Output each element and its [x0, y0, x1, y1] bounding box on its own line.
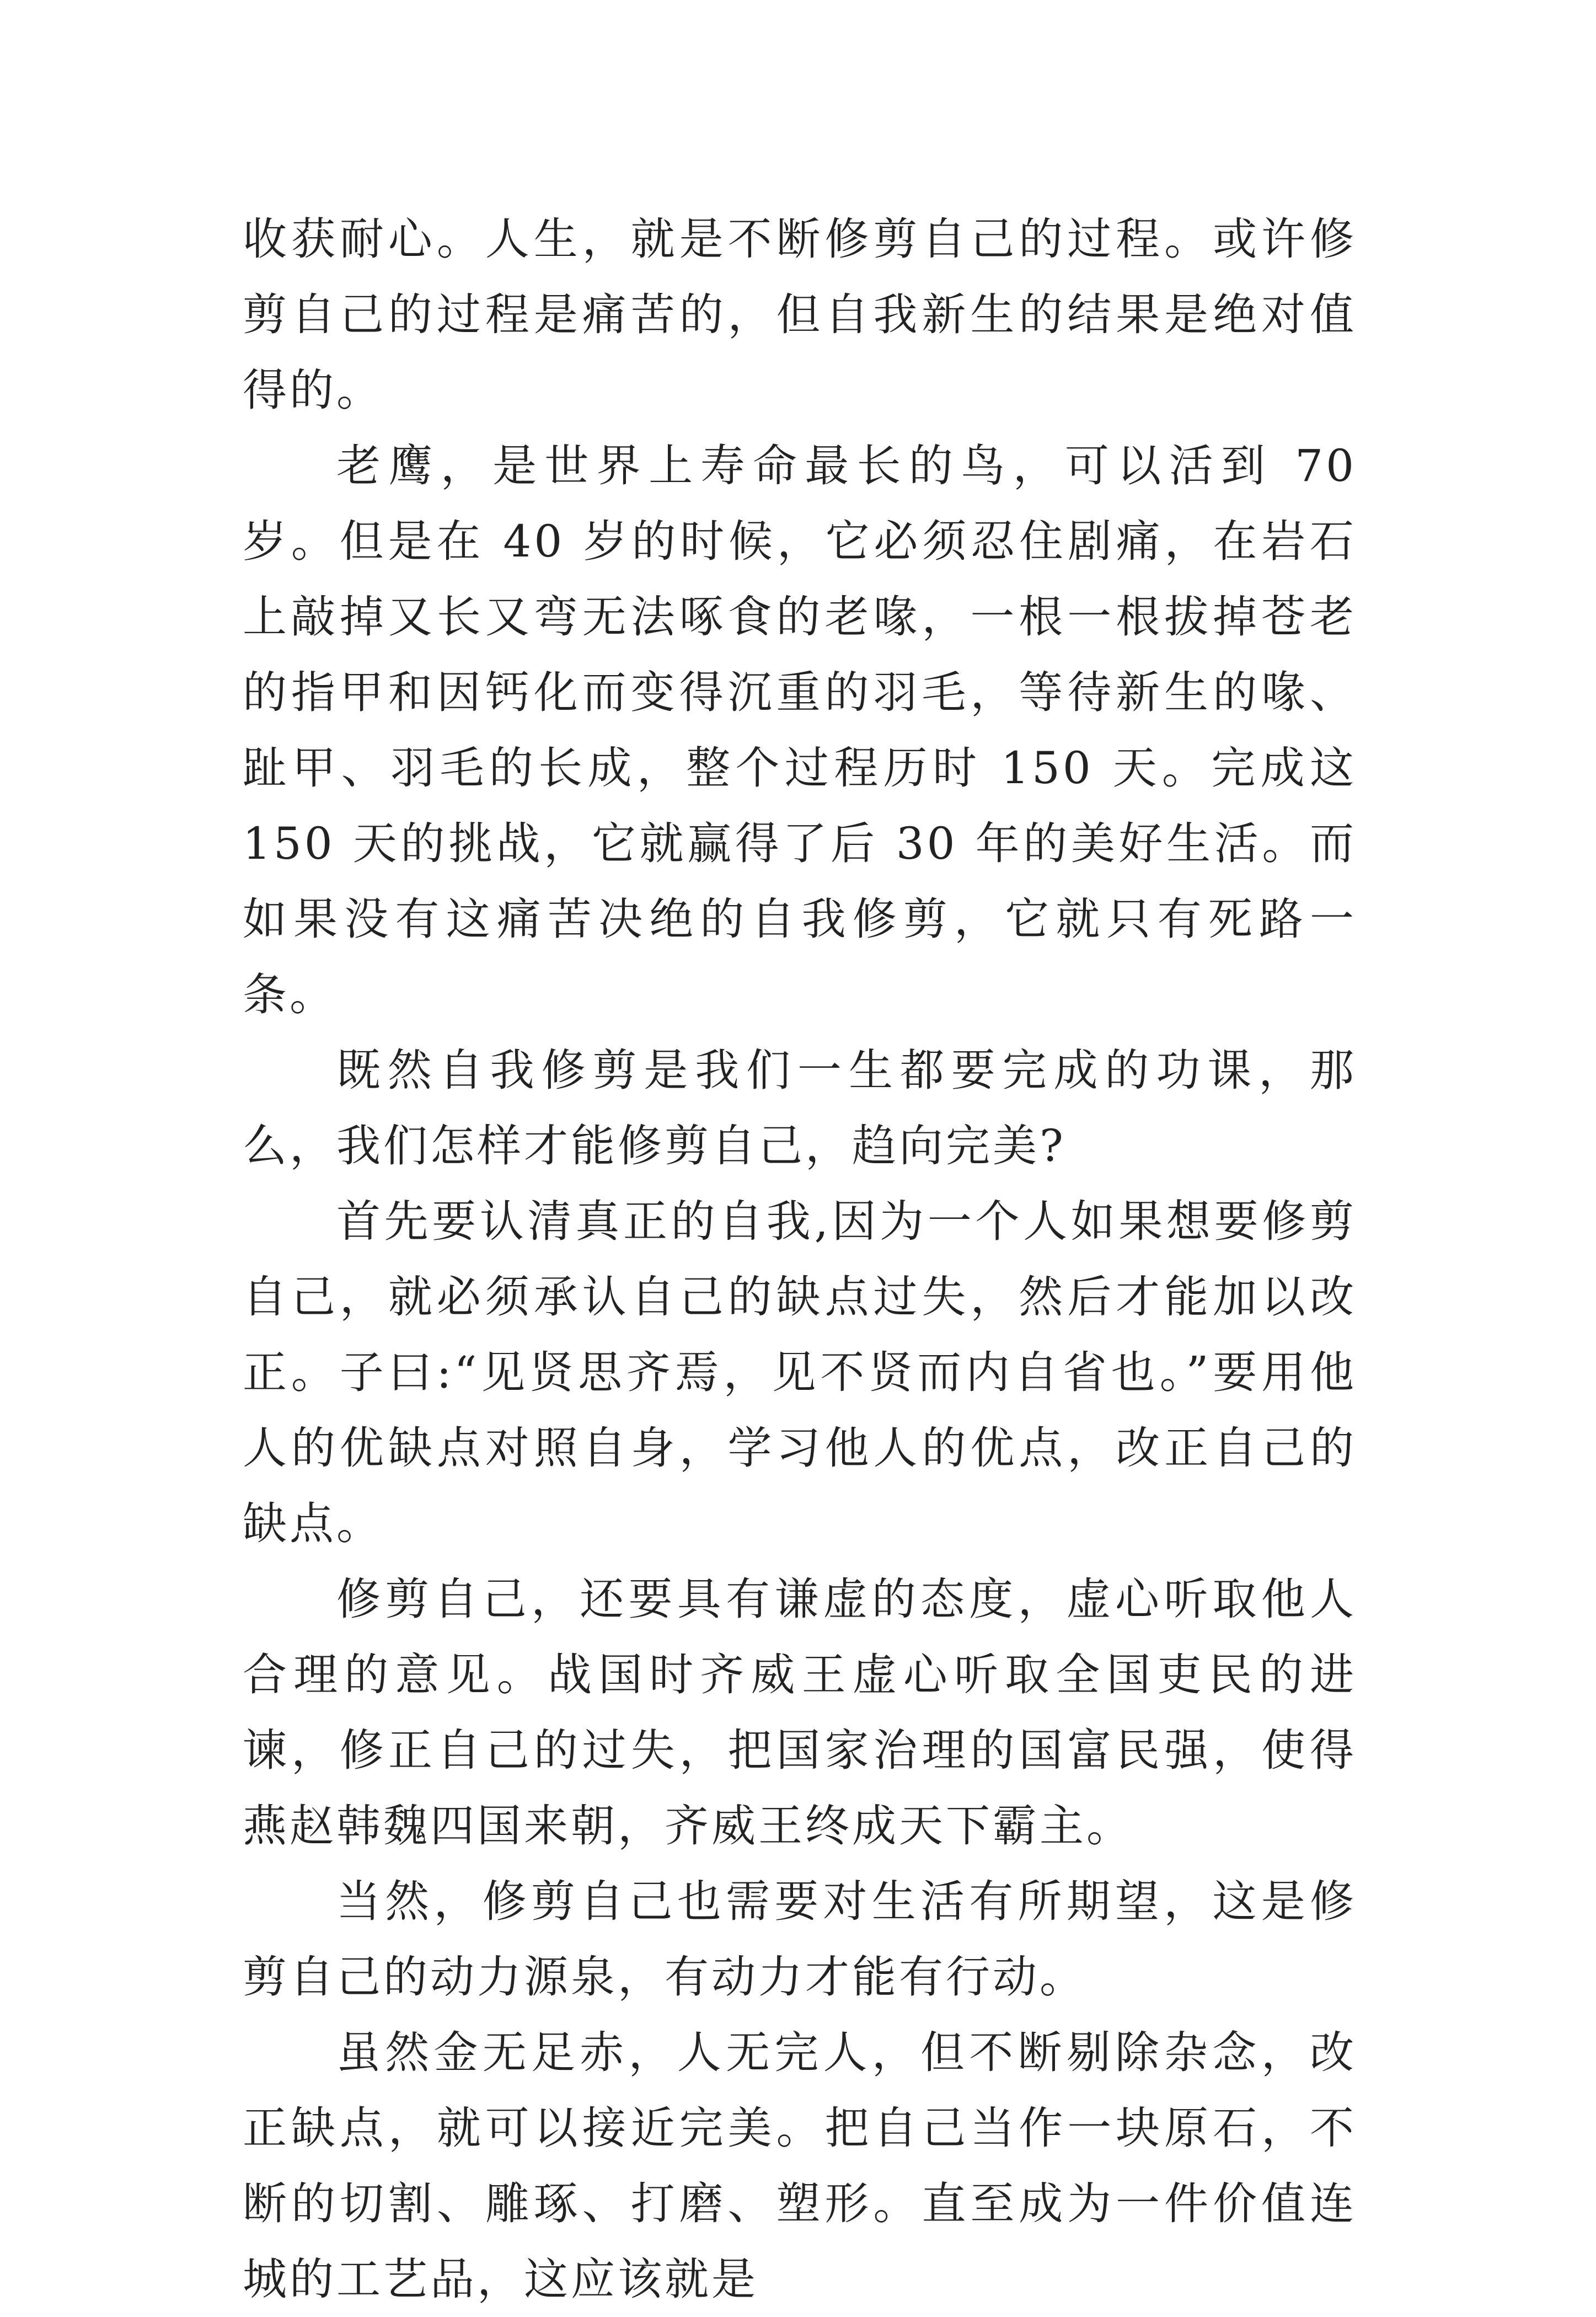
paragraph-3: 既然自我修剪是我们一生都要完成的功课，那么，我们怎样才能修剪自己，趋向完美? [243, 1045, 1357, 1171]
paragraph-7: 虽然金无足赤，人无完人，但不断剔除杂念，改正缺点，就可以接近完美。把自己当作一块原石，不断的切割、雕琢、打磨、塑形。直至成为一件价值连城的工艺品，这应该就是 [243, 2027, 1357, 2305]
paragraph-6: 当然，修剪自己也需要对生活有所期望，这是修剪自己的动力源泉，有动力才能有行动。 [243, 1876, 1357, 2003]
paragraph-2: 老鹰，是世界上寿命最长的鸟，可以活到 70 岁。但是在 40 岁的时候，它必须忍住剧痛，在岩石上敲掉又长又弯无法啄食的老喙，一根一根拔掉苍老的指甲和因钙化而变得沉重的羽毛，等待新生的喙、趾甲、羽毛的长成，整个过程历时 150 天。完成这 150 天的挑战，它就赢得了后 30 年的美好生活。而如果没有这痛苦决绝的自我修剪，它就只有死路一条。 [243, 440, 1357, 1020]
paragraph-5: 修剪自己，还要具有谦虚的态度，虚心听取他人合理的意见。战国时齐威王虚心听取全国吏民的进谏，修正自己的过失，把国家治理的国富民强，使得燕赵韩魏四国来朝，齐威王终成天下霸主。 [243, 1574, 1357, 1852]
document-body [243, 201, 1357, 2317]
paragraph-1: 收获耐心。人生，就是不断修剪自己的过程。或许修剪自己的过程是痛苦的，但自我新生的结果是绝对值得的。 [243, 213, 1357, 416]
paragraph-4: 首先要认清真正的自我,因为一个人如果想要修剪自己，就必须承认自己的缺点过失，然后才能加以改正。子曰:“见贤思齐焉，见不贤而内自省也。”要用他人的优缺点对照自身，学习他人的优点，改正自己的缺点。 [243, 1196, 1357, 1549]
